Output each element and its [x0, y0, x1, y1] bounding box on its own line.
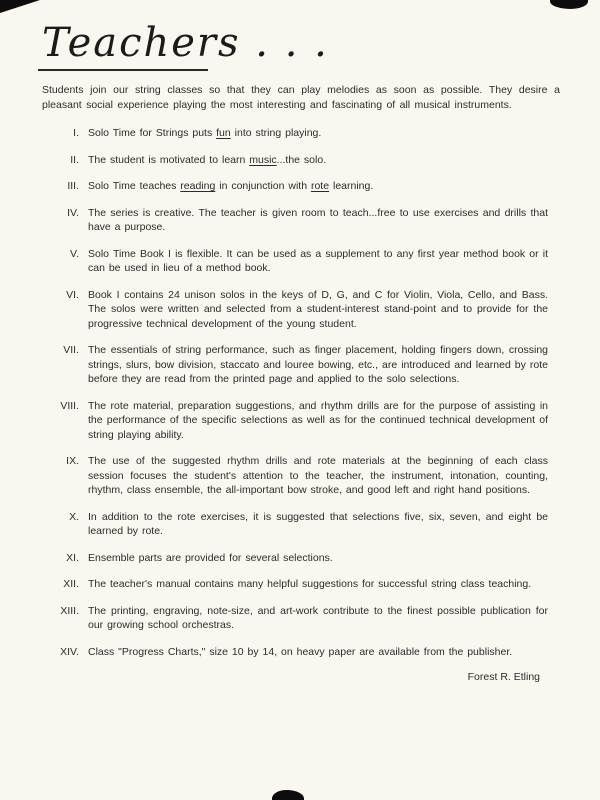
- author-signature: Forest R. Etling: [467, 671, 540, 683]
- item-numeral: VI.: [66, 288, 79, 301]
- item-text: [88, 454, 548, 498]
- item-numeral: II.: [70, 153, 79, 166]
- list-item: [42, 343, 560, 387]
- item-numeral: XIV.: [60, 645, 79, 658]
- item-text: [88, 399, 548, 443]
- text-segment: The rote material, preparation suggestions, and rhythm drills are for the purpose of assisting in the performance of the specific selections as well as for the continued technical development of string playing ability.: [88, 399, 548, 441]
- item-text: [88, 645, 548, 660]
- list-item: [42, 510, 560, 539]
- item-text: [88, 247, 548, 276]
- intro-paragraph: Students join our string classes so that they can play melodies as soon as possible. They desire a pleasant social experience playing the most interesting and fascinating of all musical instruments.: [42, 84, 560, 111]
- text-segment: Solo Time teaches: [88, 180, 181, 192]
- item-numeral: XIII.: [60, 604, 79, 617]
- item-text: [88, 153, 548, 168]
- item-numeral: X.: [69, 510, 79, 523]
- item-numeral: I.: [73, 127, 79, 139]
- text-segment: The teacher's manual contains many helpful suggestions for successful string class teaching.: [88, 578, 532, 590]
- list-item: [42, 247, 560, 276]
- text-segment: In addition to the rote exercises, it is suggested that selections five, six, seven, and eight be learned by rote.: [88, 510, 548, 537]
- text-segment: Book I contains 24 unison solos in the keys of D, G, and C for Violin, Viola, Cello, and Bass. The solos were written and selected from a student-interest stand-point and to provide for the progressive technical development of the young student.: [88, 288, 548, 330]
- item-text: [88, 288, 548, 332]
- item-numeral: XII.: [63, 578, 79, 590]
- text-segment: The printing, engraving, note-size, and art-work contribute to the finest possible publication for our growing school orchestras.: [88, 604, 548, 631]
- title-underline: [38, 69, 208, 71]
- item-numeral: IV.: [67, 206, 79, 219]
- list-item: [42, 454, 560, 498]
- underlined-text: fun: [216, 127, 231, 139]
- list-item: [42, 551, 560, 566]
- list-item: [42, 604, 560, 633]
- item-numeral: VII.: [63, 344, 79, 356]
- list-item: [42, 577, 560, 592]
- item-text: [88, 126, 548, 141]
- item-text: [88, 604, 548, 633]
- item-numeral: IX.: [66, 455, 79, 467]
- item-text: [88, 577, 548, 592]
- text-segment: The series is creative. The teacher is given room to teach...free to use exercises and drills that have a purpose.: [88, 206, 548, 233]
- item-numeral: VIII.: [60, 399, 79, 412]
- item-text: [88, 551, 548, 566]
- item-text: [88, 343, 548, 387]
- list-item: [42, 206, 560, 235]
- text-segment: ...the solo.: [276, 153, 327, 166]
- item-text: [88, 206, 548, 235]
- text-segment: Solo Time for Strings puts: [88, 127, 217, 139]
- scan-artifact-bottom: [272, 790, 304, 800]
- text-segment: The use of the suggested rhythm drills and rote materials at the beginning of each class session focuses the student's attention to the teacher, the instrument, intonation, counting, rhythm, class ensemble, the all-important bow stroke, and good left and right hand positions.: [88, 455, 548, 496]
- list-item: [42, 288, 560, 332]
- text-segment: Ensemble parts are provided for several selections.: [88, 551, 333, 564]
- item-text: [88, 510, 548, 539]
- text-segment: into string playing.: [230, 127, 322, 139]
- list-item: [42, 126, 560, 141]
- underlined-text: reading: [180, 180, 216, 192]
- text-segment: Solo Time Book I is flexible. It can be used as a supplement to any first year method book or it can be used in lieu of a method book.: [88, 247, 548, 274]
- underlined-text: music: [249, 153, 277, 166]
- list-item: [42, 179, 560, 194]
- item-numeral: XI.: [66, 551, 79, 564]
- text-segment: The essentials of string performance, such as finger placement, holding fingers down, crossing strings, slurs, bow division, staccato and louree bowing, etc., are introduced and learned by rote before they are read from the printed page and applied to the solo selections.: [88, 344, 548, 385]
- page-title: Teachers . . .: [42, 20, 329, 66]
- underlined-text: rote: [310, 180, 330, 192]
- text-segment: Class "Progress Charts," size 10 by 14, on heavy paper are available from the publisher.: [88, 645, 513, 658]
- item-text: [88, 179, 548, 194]
- list-item: [42, 153, 560, 168]
- item-numeral: III.: [67, 180, 79, 192]
- list-item: [42, 399, 560, 443]
- item-numeral: V.: [70, 247, 79, 260]
- list-item: [42, 645, 560, 660]
- numbered-list: [42, 126, 560, 659]
- text-segment: The student is motivated to learn: [88, 153, 250, 166]
- text-segment: in conjunction with: [215, 180, 311, 192]
- text-segment: learning.: [329, 180, 374, 192]
